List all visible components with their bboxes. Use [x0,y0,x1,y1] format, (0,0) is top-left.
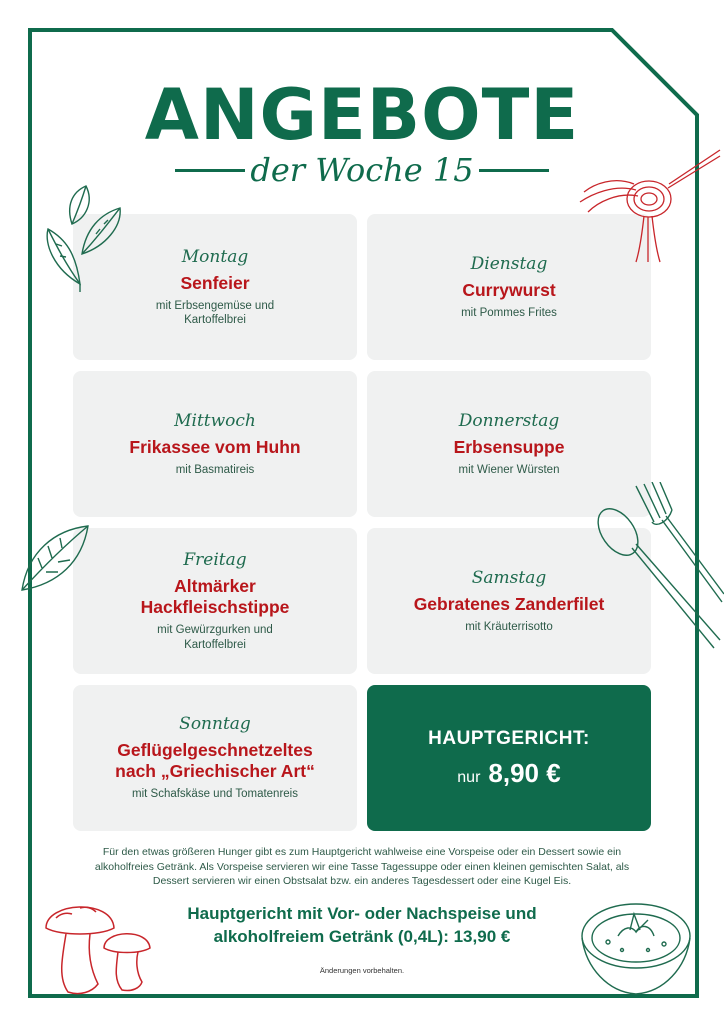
day-card-wednesday [73,371,357,517]
price-row [457,758,560,789]
dish-name: Currywurst [462,279,556,300]
day-name: Donnerstag [458,410,560,431]
price-label: HAUPTGERICHT: [428,727,590,749]
dish-name: Senfeier [180,272,250,293]
divider-left [175,169,245,172]
dish-name: Geflügelgeschnetzeltes nach „Griechischer Art“ [115,740,315,782]
dish-name: Gebratenes Zanderfilet [413,593,605,614]
day-name: Montag [181,246,249,267]
dish-side: mit Erbsengemüse und Kartoffelbrei [155,299,275,326]
dish-name: Altmärker Hackfleischstippe [140,576,290,618]
dish-side: mit Basmatireis [175,463,255,476]
day-name: Mittwoch [174,410,256,431]
price-value: 8,90 € [488,757,561,788]
day-name: Sonntag [179,714,251,735]
dish-name: Frikassee vom Huhn [129,436,301,457]
soup-bowl-icon [578,896,694,1000]
spaghetti-fork-icon [574,144,724,264]
day-name: Dienstag [470,253,548,274]
day-name: Freitag [183,550,247,571]
dish-side: mit Pommes Frites [461,306,557,319]
single-leaf-icon [18,522,90,594]
dish-side: mit Gewürzgurken und Kartoffelbrei [157,624,273,651]
day-name: Samstag [471,567,547,588]
price-prefix: nur [457,768,481,786]
fork-spoon-icon [596,482,724,658]
page-title: ANGEBOTE [144,74,580,156]
subtitle-row [175,148,549,192]
day-card-sunday [73,685,357,831]
combo-offer: Hauptgericht mit Vor- oder Nachspeise und alkoholfreiem Getränk (0,4L): 13,90 € [187,904,537,946]
mushrooms-icon [40,888,152,1000]
dish-name: Erbsensuppe [453,436,565,457]
dish-side: mit Kräuterrisotto [465,620,553,633]
info-text: Für den etwas größeren Hunger gibt es zum Hauptgericht wahlweise eine Vorspeise oder ein Dessert sowie ein alkoholfreies Getränk. Als Vorspeise servieren wir eine Tasse Tagessuppe oder einen kleinen gemischten Salat, als Dessert servieren wir einen Obstsalat bzw. ein anderes Tagesdessert oder eine Kugel Eis. [94,846,630,888]
main-course-price-card [367,685,651,831]
dish-side: mit Schafskäse und Tomatenreis [132,788,298,801]
divider-right [479,169,549,172]
page-subtitle: der Woche 15 [250,151,474,189]
dish-side: mit Wiener Würsten [458,463,560,476]
day-card-friday [73,528,357,674]
basil-leaf-icon [36,184,126,294]
footer-note: Änderungen vorbehalten. [319,966,405,975]
